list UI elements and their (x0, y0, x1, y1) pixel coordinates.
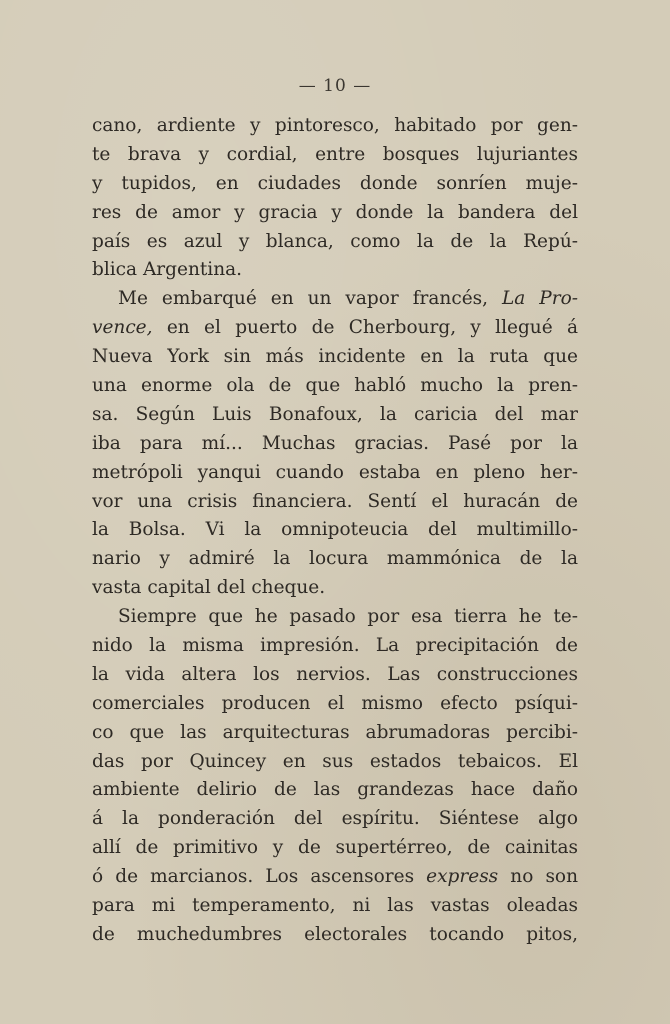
text-line: la Bolsa. Vi la omnipoteucia del multimillo- (92, 519, 578, 541)
text-line: blica Argentina. (92, 259, 243, 281)
paragraph (92, 112, 578, 285)
text-line: la vida altera los nervios. Las construcciones (92, 663, 578, 685)
text-line: das por Quincey en sus estados tebaicos. El (92, 750, 578, 772)
text-line: iba para mí... Muchas gracias. Pasé por la (92, 432, 578, 454)
text-line: una enorme ola de que habló mucho la pren- (92, 375, 578, 397)
text-line: país es azul y blanca, como la de la Repú- (92, 230, 578, 252)
text-line: comerciales producen el mismo efecto psíqui- (92, 692, 578, 714)
text-line: cano, ardiente y pintoresco, habitado por gen- (92, 115, 578, 136)
text-line: Siempre que he pasado por esa tierra he te- (118, 606, 578, 628)
text-line: nario y admiré la locura mammónica de la (92, 548, 578, 570)
text-line: co que las arquitecturas abrumadoras percibi- (92, 721, 578, 743)
italic-word: express (426, 866, 499, 888)
paragraph (92, 603, 578, 950)
text-line: metrópoli yanqui cuando estaba en pleno her- (92, 461, 578, 483)
body-text (92, 112, 578, 950)
text-line: Nueva York sin más incidente en la ruta que (92, 346, 578, 368)
text-line: y tupidos, en ciudades donde sonríen muje- (92, 172, 578, 194)
text-line: de muchedumbres electorales tocando pitos, (92, 923, 578, 945)
text-line: allí de primitivo y de supertérreo, de cainitas (92, 837, 578, 859)
text-line: ambiente delirio de las grandezas hace daño (92, 779, 578, 801)
text-line: ó de marcianos. Los ascensores express no son (92, 866, 578, 888)
text-line: sa. Según Luis Bonafoux, la caricia del mar (92, 403, 578, 425)
text-line: vasta capital del cheque. (92, 577, 326, 599)
text-line: Me embarqué en un vapor francés, La Pro- (118, 288, 578, 310)
paragraph (92, 285, 578, 603)
text-line: vor una crisis financiera. Sentí el huracán de (92, 490, 578, 512)
italic-title: La Pro- (502, 288, 578, 310)
text-line: para mi temperamento, ni las vastas oleadas (92, 895, 578, 917)
text-line: vence, en el puerto de Cherbourg, y llegué á (92, 317, 578, 339)
italic-title: vence, (92, 317, 153, 339)
page-number: — 10 — (298, 76, 372, 96)
text-line: te brava y cordial, entre bosques lujuriantes (92, 143, 578, 165)
text-line: á la ponderación del espíritu. Siéntese algo (92, 808, 578, 830)
text-line: nido la misma impresión. La precipitación de (92, 635, 578, 657)
text-line: res de amor y gracia y donde la bandera del (92, 201, 578, 223)
